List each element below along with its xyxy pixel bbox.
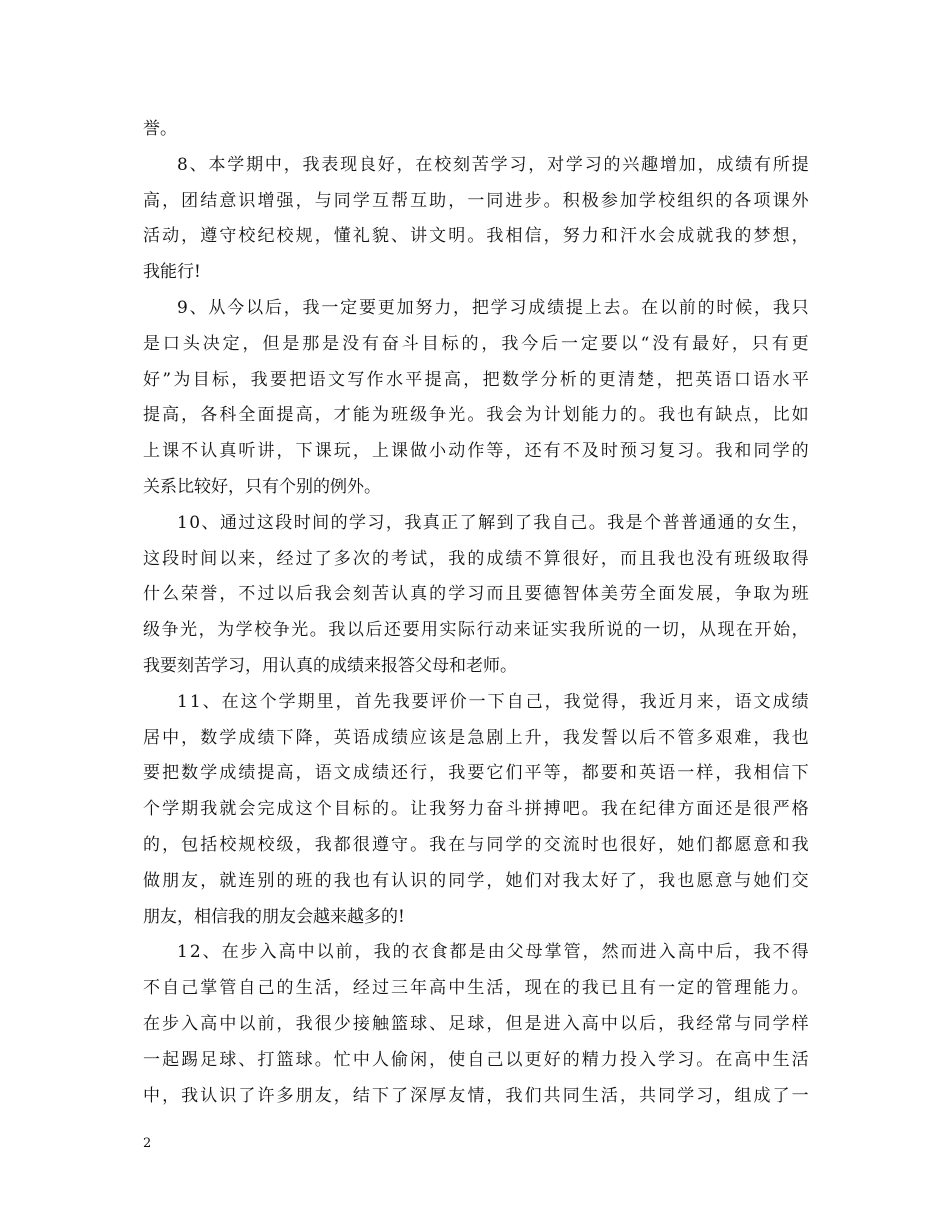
text-line: 是 口 头 决 定 ， 但 是 那 是 没 有 奋 斗 目 标 的 ， 我 今 后 一 定 要 以 “ 没 有 最 好 ， 只 有 更	[143, 333, 809, 354]
paragraph-cont	[143, 112, 809, 148]
text-line: 9 、 从 今 以 后 ， 我 一 定 要 更 加 努 力 ， 把 学 习 成 绩 提 上 去 。 在 以 前 的 时 候 ， 我 只	[177, 297, 809, 318]
text-line: 的 ， 包 括 校 规 校 级 ， 我 都 很 遵 守 。 我 在 与 同 学 的 交 流 时 也 很 好 ， 她 们 都 愿 意 和 我	[143, 834, 809, 855]
text-line: 我要刻苦学习，用认真的成绩来报答父母和老师。	[143, 655, 517, 676]
text-line: 不 自 己 掌 管 自 己 的 生 活 ， 经 过 三 年 高 中 生 活 ， 现 在 的 我 已 且 有 一 定 的 管 理 能 力 。	[143, 978, 809, 999]
text-line: 这 段 时 间 以 来 ， 经 过 了 多 次 的 考 试 ， 我 的 成 绩 不 算 很 好 ， 而 且 我 也 没 有 班 级 取 得	[143, 548, 809, 569]
text-line: 上 课 不 认 真 听 讲 ， 下 课 玩 ， 上 课 做 小 动 作 等 ， 还 有 不 及 时 预 习 复 习 。 我 和 同 学 的	[143, 441, 809, 462]
text-line: 8 、 本 学 期 中 ， 我 表 现 良 好 ， 在 校 刻 苦 学 习 ， 对 学 习 的 兴 趣 增 加 ， 成 绩 有 所 提	[177, 154, 809, 175]
page-number: 2	[143, 1136, 152, 1151]
paragraph-11	[143, 685, 809, 936]
text-line: 1 2 、 在 步 入 高 中 以 前 ， 我 的 衣 食 都 是 由 父 母 掌 管 ， 然 而 进 入 高 中 后 ， 我 不 得	[177, 942, 809, 963]
text-line: 什 么 荣 誉 ， 不 过 以 后 我 会 刻 苦 认 真 的 学 习 而 且 要 德 智 体 美 劳 全 面 发 展 ， 争 取 为 班	[143, 584, 809, 605]
text-line: 中 ， 我 认 识 了 许 多 朋 友 ， 结 下 了 深 厚 友 情 ， 我 们 共 同 生 活 ， 共 同 学 习 ， 组 成 了 一	[143, 1085, 809, 1106]
text-line: 做 朋 友 ， 就 连 别 的 班 的 我 也 有 认 识 的 同 学 ， 她 们 对 我 太 好 了 ， 我 也 愿 意 与 她 们 交	[143, 870, 809, 891]
paragraph-10	[143, 506, 809, 685]
text-line: 高 ， 团 结 意 识 增 强 ， 与 同 学 互 帮 互 助 ， 一 同 进 步 。 积 极 参 加 学 校 组 织 的 各 项 课 外	[143, 190, 809, 211]
text-line: 级 争 光 ， 为 学 校 争 光 。 我 以 后 还 要 用 实 际 行 动 来 证 实 我 所 说 的 一 切 ， 从 现 在 开 始 ，	[143, 620, 809, 641]
text-line: 朋友，相信我的朋友会越来越多的!	[143, 906, 405, 927]
body-text	[143, 112, 809, 1114]
text-line: 提 高 ， 各 科 全 面 提 高 ， 才 能 为 班 级 争 光 。 我 会 为 计 划 能 力 的 。 我 也 有 缺 点 ， 比 如	[143, 405, 809, 426]
text-line: 关系比较好，只有个别的例外。	[143, 476, 381, 497]
text-line: 1 0 、 通 过 这 段 时 间 的 学 习 ， 我 真 正 了 解 到 了 我 自 己 。 我 是 个 普 普 通 通 的 女 生 ，	[177, 512, 809, 533]
text-line: 要 把 数 学 成 绩 提 高 ， 语 文 成 绩 还 行 ， 我 要 它 们 平 等 ， 都 要 和 英 语 一 样 ， 我 相 信 下	[143, 763, 809, 784]
text-line: 1 1 、 在 这 个 学 期 里 ， 首 先 我 要 评 价 一 下 自 己 ， 我 觉 得 ， 我 近 月 来 ， 语 文 成 绩	[177, 691, 809, 712]
text-line: 活 动 ， 遵 守 校 纪 校 规 ， 懂 礼 貌 、 讲 文 明 。 我 相 信 ， 努 力 和 汗 水 会 成 就 我 的 梦 想 ，	[143, 226, 809, 247]
paragraph-12	[143, 935, 809, 1114]
text-line: 好 ” 为 目 标 ， 我 要 把 语 文 写 作 水 平 提 高 ， 把 数 学 分 析 的 更 清 楚 ， 把 英 语 口 语 水 平	[143, 369, 809, 390]
text-line: 个 学 期 我 就 会 完 成 这 个 目 标 的 。 让 我 努 力 奋 斗 拼 搏 吧 。 我 在 纪 律 方 面 还 是 很 严 格	[143, 799, 809, 820]
text-line: 誉。	[143, 119, 177, 139]
text-line: 在 步 入 高 中 以 前 ， 我 很 少 接 触 篮 球 、 足 球 ， 但 是 进 入 高 中 以 后 ， 我 经 常 与 同 学 样	[143, 1013, 809, 1034]
text-line: 一 起 踢 足 球 、 打 篮 球 。 忙 中 人 偷 闲 ， 使 自 己 以 更 好 的 精 力 投 入 学 习 。 在 高 中 生 活	[143, 1049, 809, 1070]
paragraph-8	[143, 148, 809, 291]
text-line: 居 中 ， 数 学 成 绩 下 降 ， 英 语 成 绩 应 该 是 急 剧 上 升 ， 我 发 誓 以 后 不 管 多 艰 难 ， 我 也	[143, 727, 809, 748]
paragraph-9	[143, 291, 809, 506]
text-line: 我能行!	[143, 262, 201, 283]
